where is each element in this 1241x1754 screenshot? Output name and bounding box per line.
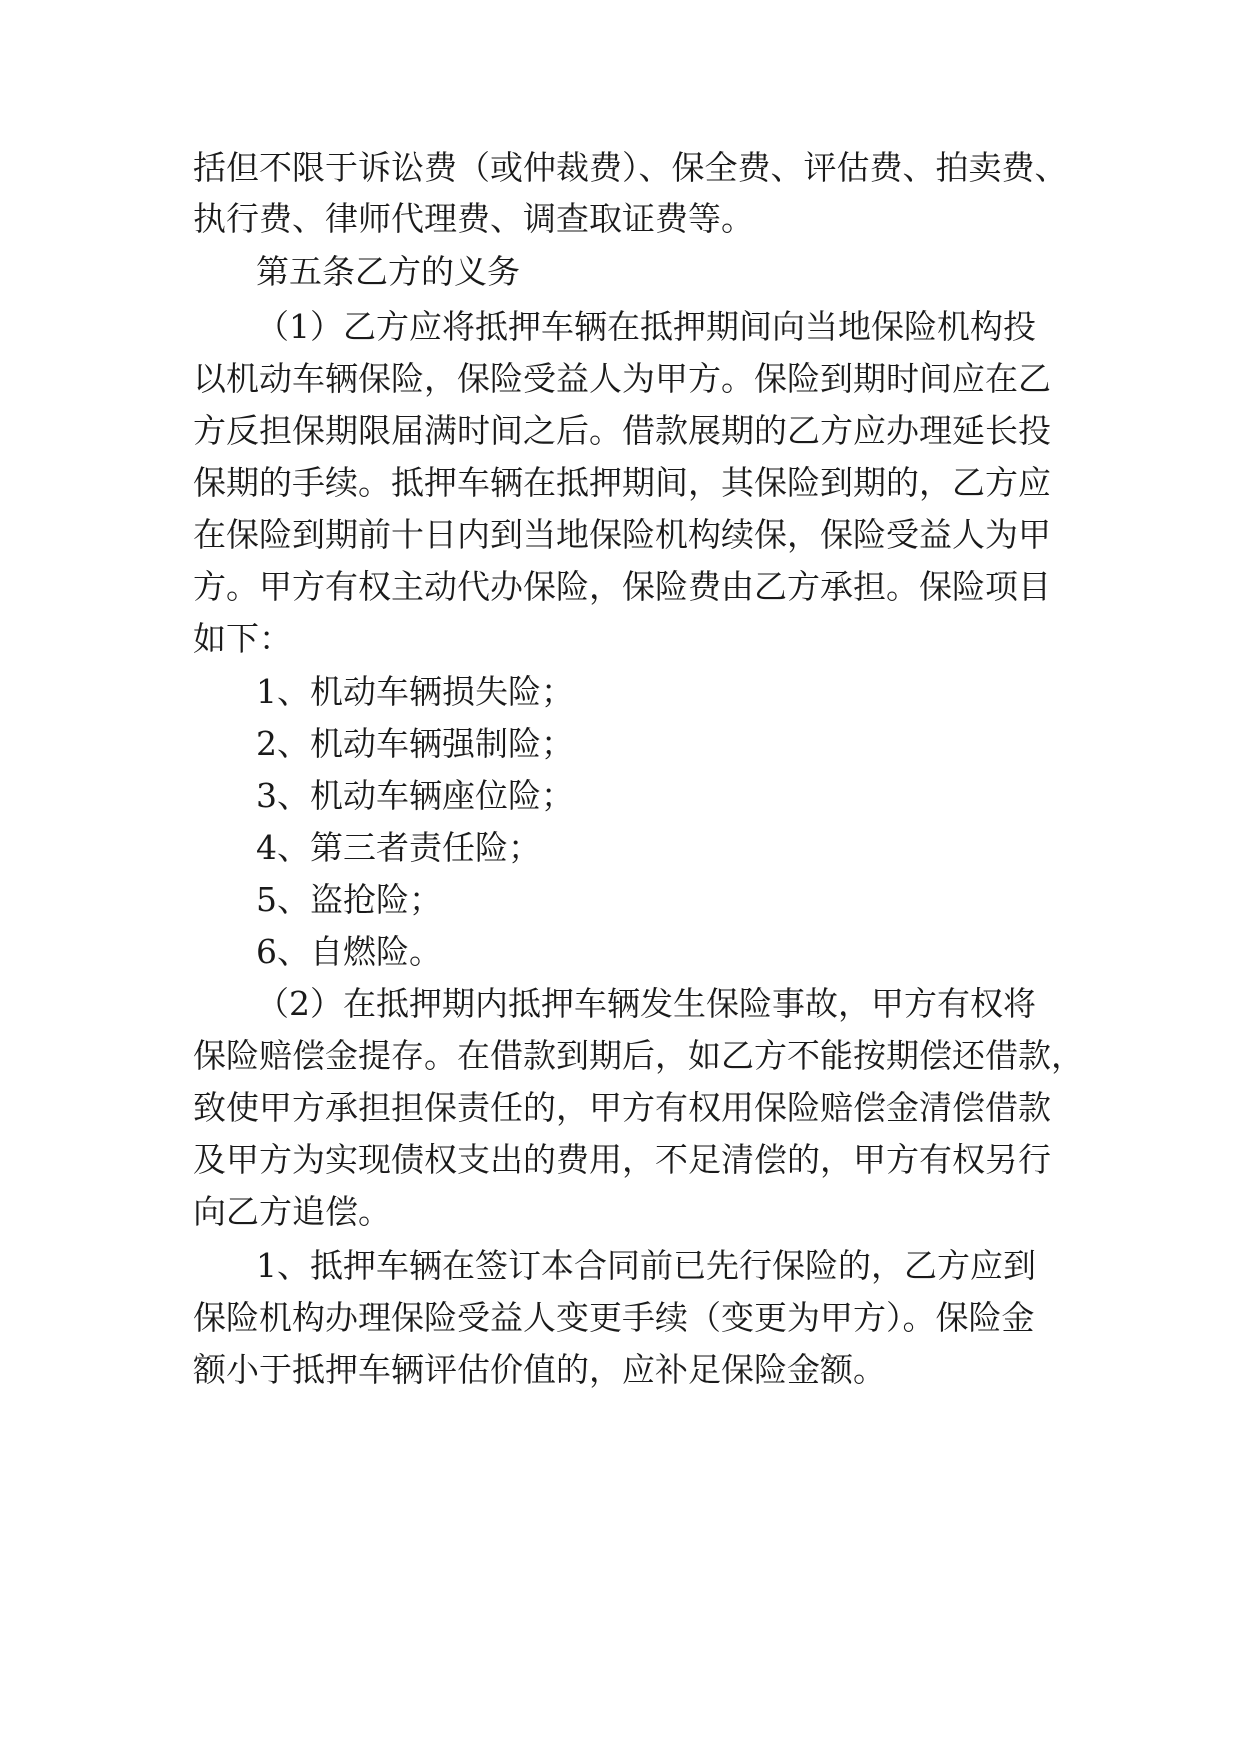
clause-1-line-2: 以机动车辆保险，保险受益人为甲方。保险到期时间应在乙 [193, 359, 1051, 398]
clause-1-line-7: 如下： [193, 619, 292, 658]
clause-1-line-1: （1）乙方应将抵押车辆在抵押期间向当地保险机构投 [256, 307, 1036, 346]
sub-clause-1-line-3: 额小于抵押车辆评估价值的，应补足保险金额。 [193, 1350, 886, 1389]
intro-line-2: 执行费、律师代理费、调查取证费等。 [193, 199, 754, 238]
insurance-item-4: 4、第三者责任险； [256, 828, 541, 867]
sub-clause-1-line-1: 1、抵押车辆在签订本合同前已先行保险的，乙方应到 [256, 1246, 1036, 1285]
clause-2-line-5: 向乙方追偿。 [193, 1192, 391, 1231]
insurance-item-5: 5、盗抢险； [256, 880, 442, 919]
insurance-item-1: 1、机动车辆损失险； [256, 672, 574, 711]
section-heading: 第五条乙方的义务 [256, 252, 520, 291]
clause-2-line-2: 保险赔偿金提存。在借款到期后，如乙方不能按期偿还借款， [193, 1036, 1084, 1075]
insurance-item-3: 3、机动车辆座位险； [256, 776, 574, 815]
clause-2-line-3: 致使甲方承担担保责任的，甲方有权用保险赔偿金清偿借款 [193, 1088, 1051, 1127]
clause-2-line-4: 及甲方为实现债权支出的费用，不足清偿的，甲方有权另行 [193, 1140, 1051, 1179]
clause-1-line-6: 方。甲方有权主动代办保险，保险费由乙方承担。保险项目 [193, 567, 1051, 606]
clause-2-line-1: （2）在抵押期内抵押车辆发生保险事故，甲方有权将 [256, 984, 1036, 1023]
insurance-item-6: 6、自燃险。 [256, 932, 442, 971]
intro-line-1: 括但不限于诉讼费（或仲裁费）、保全费、评估费、拍卖费、 [193, 148, 1068, 187]
clause-1-line-3: 方反担保期限届满时间之后。借款展期的乙方应办理延长投 [193, 411, 1051, 450]
clause-1-line-5: 在保险到期前十日内到当地保险机构续保，保险受益人为甲 [193, 515, 1051, 554]
clause-1-line-4: 保期的手续。抵押车辆在抵押期间，其保险到期的，乙方应 [193, 463, 1051, 502]
sub-clause-1-line-2: 保险机构办理保险受益人变更手续（变更为甲方）。保险金 [193, 1298, 1035, 1337]
insurance-item-2: 2、机动车辆强制险； [256, 724, 574, 763]
